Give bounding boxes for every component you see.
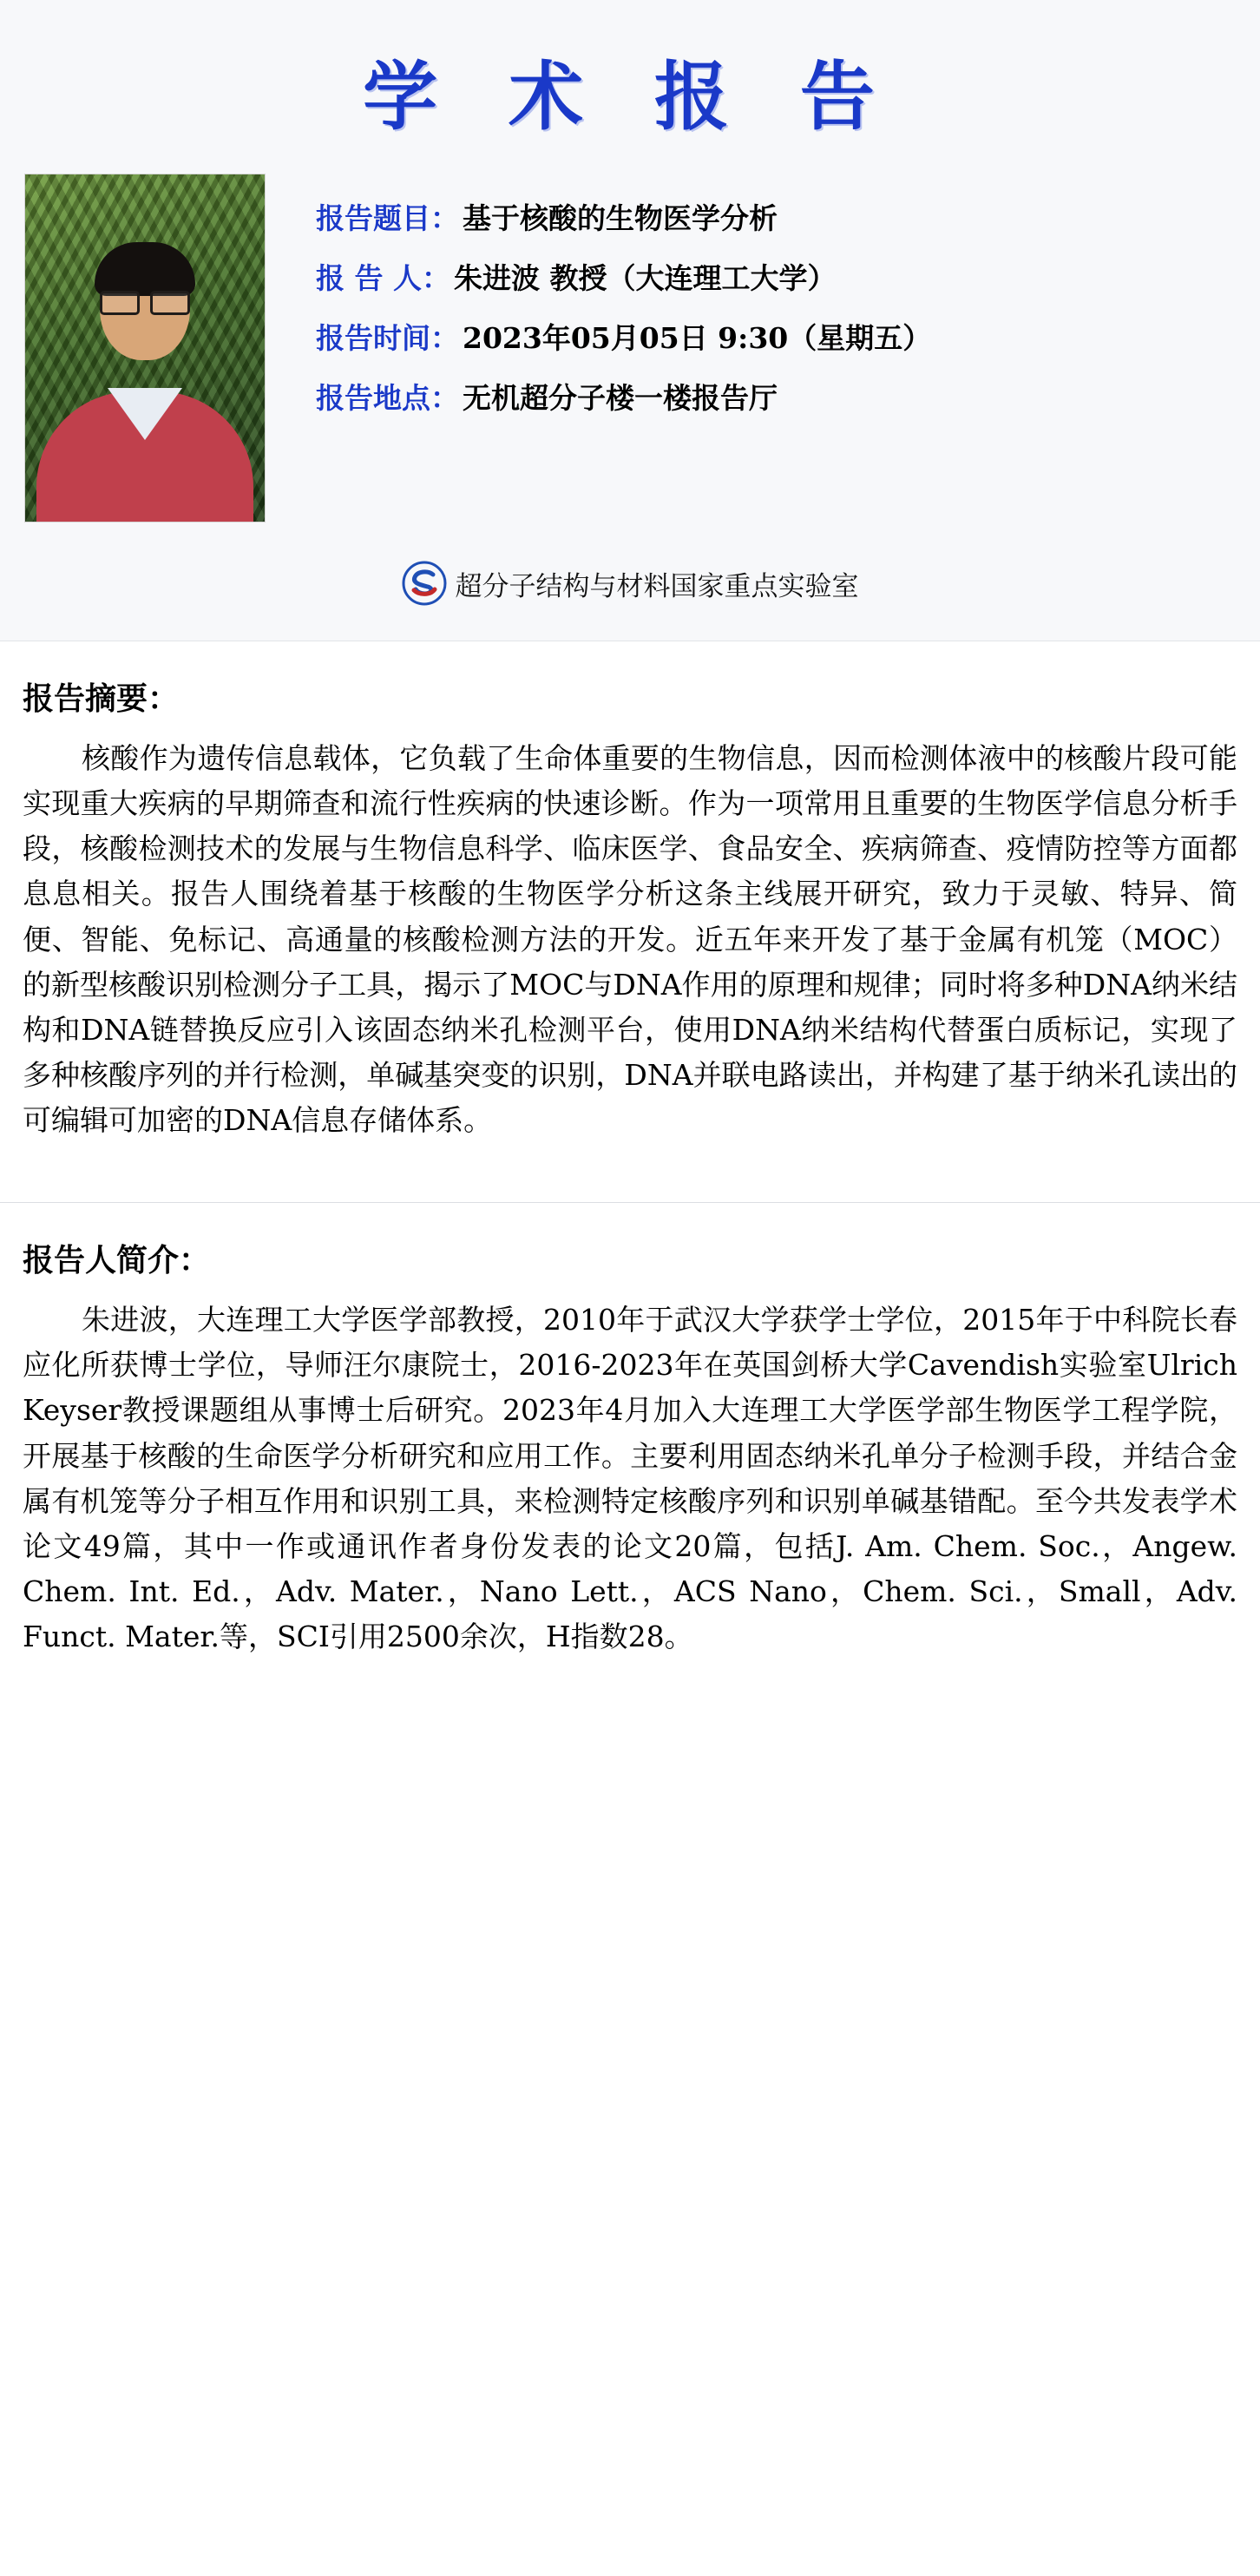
bio-section (0, 1236, 1260, 1694)
time-value: 2023年05月05日 9:30（星期五） (463, 321, 932, 355)
speaker-portrait (24, 174, 266, 522)
page-title: 学 术 报 告 (363, 53, 897, 141)
info-line-topic (316, 196, 931, 237)
speaker-value: 朱进波 教授（大连理工大学） (453, 261, 837, 295)
lab-logo-icon (402, 561, 447, 606)
section-divider (0, 1202, 1260, 1203)
info-line-speaker (316, 256, 931, 297)
abstract-section (0, 674, 1260, 1166)
speaker-label: 报 告 人： (316, 261, 450, 295)
bio-heading: 报告人简介： (23, 1242, 211, 1279)
bio-text: 朱进波，大连理工大学医学部教授，2010年于武汉大学获学士学位，2015年于中科院长春应化所获博士学位，导师汪尔康院士，2016-2023年在英国剑桥大学Cavendish实验室Ulrich Keyser教授课题组从事博士后研究。2023年4月加入大连理工大学医学部生物医学工程学院，开展基于核酸的生命医学分析研究和应用工作。主要利用固态纳米孔单分子检测手段，并结合金属有机笼等分子相互作用和识别工具，来检测特定核酸序列和识别单碱基错配。至今共发表学术论文49篇，其中一作或通讯作者身份发表的论文20篇，包括J. Am. Chem. Soc.，Angew. Chem. Int. Ed.，Adv. Mater.，Nano Lett.，ACS Nano，Chem. Sci.，Small，Adv. Funct. Mater.等，SCI引用2500余次，H指数28。 (23, 1303, 1237, 1653)
info-line-place (316, 376, 931, 417)
glasses-icon (98, 291, 192, 312)
topic-value: 基于核酸的生物医学分析 (463, 201, 778, 235)
poster-header (0, 0, 1260, 641)
time-label: 报告时间： (316, 321, 459, 355)
lab-row (0, 561, 1260, 606)
place-value: 无机超分子楼一楼报告厅 (463, 381, 778, 415)
abstract-heading: 报告摘要： (23, 680, 180, 717)
info-row (0, 174, 1260, 522)
lab-name: 超分子结构与材料国家重点实验室 (455, 570, 859, 602)
place-label: 报告地点： (316, 381, 459, 415)
info-line-time (316, 316, 931, 357)
info-list (266, 174, 931, 436)
topic-label: 报告题目： (316, 201, 459, 235)
abstract-text: 核酸作为遗传信息载体，它负载了生命体重要的生物信息，因而检测体液中的核酸片段可能实现重大疾病的早期筛查和流行性疾病的快速诊断。作为一项常用且重要的生物医学信息分析手段，核酸检测技术的发展与生物信息科学、临床医学、食品安全、疾病筛查、疫情防控等方面都息息相关。报告人围绕着基于核酸的生物医学分析这条主线展开研究，致力于灵敏、特异、简便、智能、免标记、高通量的核酸检测方法的开发。近五年来开发了基于金属有机笼（MOC）的新型核酸识别检测分子工具，揭示了MOC与DNA作用的原理和规律；同时将多种DNA纳米结构和DNA链替换反应引入该固态纳米孔检测平台，使用DNA纳米结构代替蛋白质标记，实现了多种核酸序列的并行检测，单碱基突变的识别，DNA并联电路读出，并构建了基于纳米孔读出的可编辑可加密的DNA信息存储体系。 (23, 741, 1237, 1137)
banner (0, 17, 1260, 174)
